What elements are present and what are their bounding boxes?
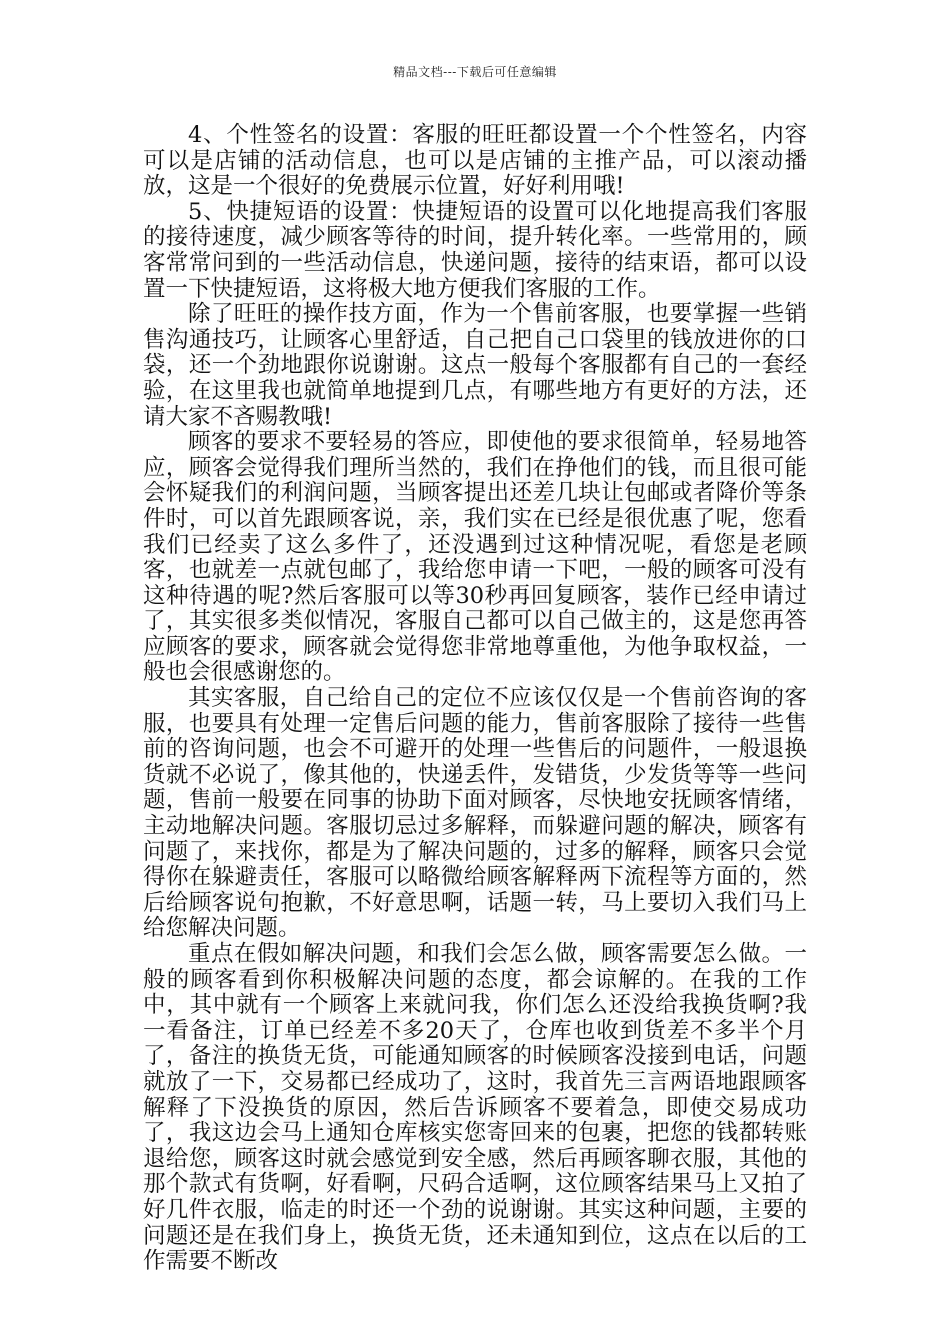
paragraph-signature-setting: 4、个性签名的设置：客服的旺旺都设置一个个性签名，内容可以是店铺的活动信息，也可以是店铺的主推产品，可以滚动播放，这是一个很好的免费展示位置，好好利用哦! [143, 122, 807, 200]
document-body [143, 123, 807, 1275]
page-header: 精品文档---下载后可任意编辑 [393, 65, 557, 79]
paragraph-after-sales: 其实客服，自己给自己的定位不应该仅仅是一个售前咨询的客服，也要具有处理一定售后问题的能力，售前客服除了接待一些售前的咨询问题，也会不可避开的处理一些售后的问题件，一般退换货就不必说了，像其他的，快递丢件，发错货，少发货等等一些问题，售前一般要在同事的协助下面对顾客，尽快地安抚顾客情绪，主动地解决问题。客服切忌过多解释，而躲避问题的解决，顾客有问题了，来找你，都是为了解决问题的，过多的解释，顾客只会觉得你在躲避责任，客服可以略微给顾客解释两下流程等方面的，然后给顾客说句抱歉，不好意思啊，话题一转，马上要切入我们马上给您解决问题。 [143, 685, 807, 942]
paragraph-sales-skills: 除了旺旺的操作技方面，作为一个售前客服，也要掌握一些销售沟通技巧，让顾客心里舒适，自己把自己口袋里的钱放进你的口袋，还一个劲地跟你说谢谢。这点一般每个客服都有自己的一套经验，在这里我也就简单地提到几点，有哪些地方有更好的方法，还请大家不吝赐教哦! [143, 301, 807, 430]
paragraph-customer-requests: 顾客的要求不要轻易的答应，即使他的要求很简单，轻易地答应，顾客会觉得我们理所当然的，我们在挣他们的钱，而且很可能会怀疑我们的利润问题，当顾客提出还差几块让包邮或者降价等条件时，可以首先跟顾客说，亲，我们实在已经是很优惠了呢，您看我们已经卖了这么多件了，还没遇到过这种情况呢，看您是老顾客，也就差一点就包邮了，我给您申请一下吧，一般的顾客可没有这种待遇的呢?然后客服可以等30秒再回复顾客，装作已经申请过了，其实很多类似情况，客服自己都可以自己做主的，这是您再答应顾客的要求，顾客就会觉得您非常地尊重他，为他争取权益，一般也会很感谢您的。 [143, 429, 807, 686]
paragraph-solving-problems: 重点在假如解决问题，和我们会怎么做，顾客需要怎么做。一般的顾客看到你积极解决问题的态度，都会谅解的。在我的工作中，其中就有一个顾客上来就问我，你们怎么还没给我换货啊?我一看备注，订单已经差不多20天了，仓库也收到货差不多半个月了，备注的换货无货，可能通知顾客的时候顾客没接到电话，问题就放了一下，交易都已经成功了，这时，我首先三言两语地跟顾客解释了下没换货的原因，然后告诉顾客不要着急，即使交易成功了，我这边会马上通知仓库核实您寄回来的包裹，把您的钱都转账退给您，顾客这时就会感觉到安全感，然后再顾客聊衣服，其他的那个款式有货啊，好看啊，尺码合适啊，这位顾客结果马上又拍了好几件衣服，临走的时还一个劲的说谢谢。其实这种问题，主要的问题还是在我们身上，换货无货，还未通知到位，这点在以后的工作需要不断改 [143, 941, 807, 1275]
paragraph-quick-phrases: 5、快捷短语的设置：快捷短语的设置可以化地提高我们客服的接待速度，减少顾客等待的时间，提升转化率。一些常用的，顾客常常问到的一些活动信息，快递问题，接待的结束语，都可以设置一下快捷短语，这将极大地方便我们客服的工作。 [143, 198, 807, 302]
